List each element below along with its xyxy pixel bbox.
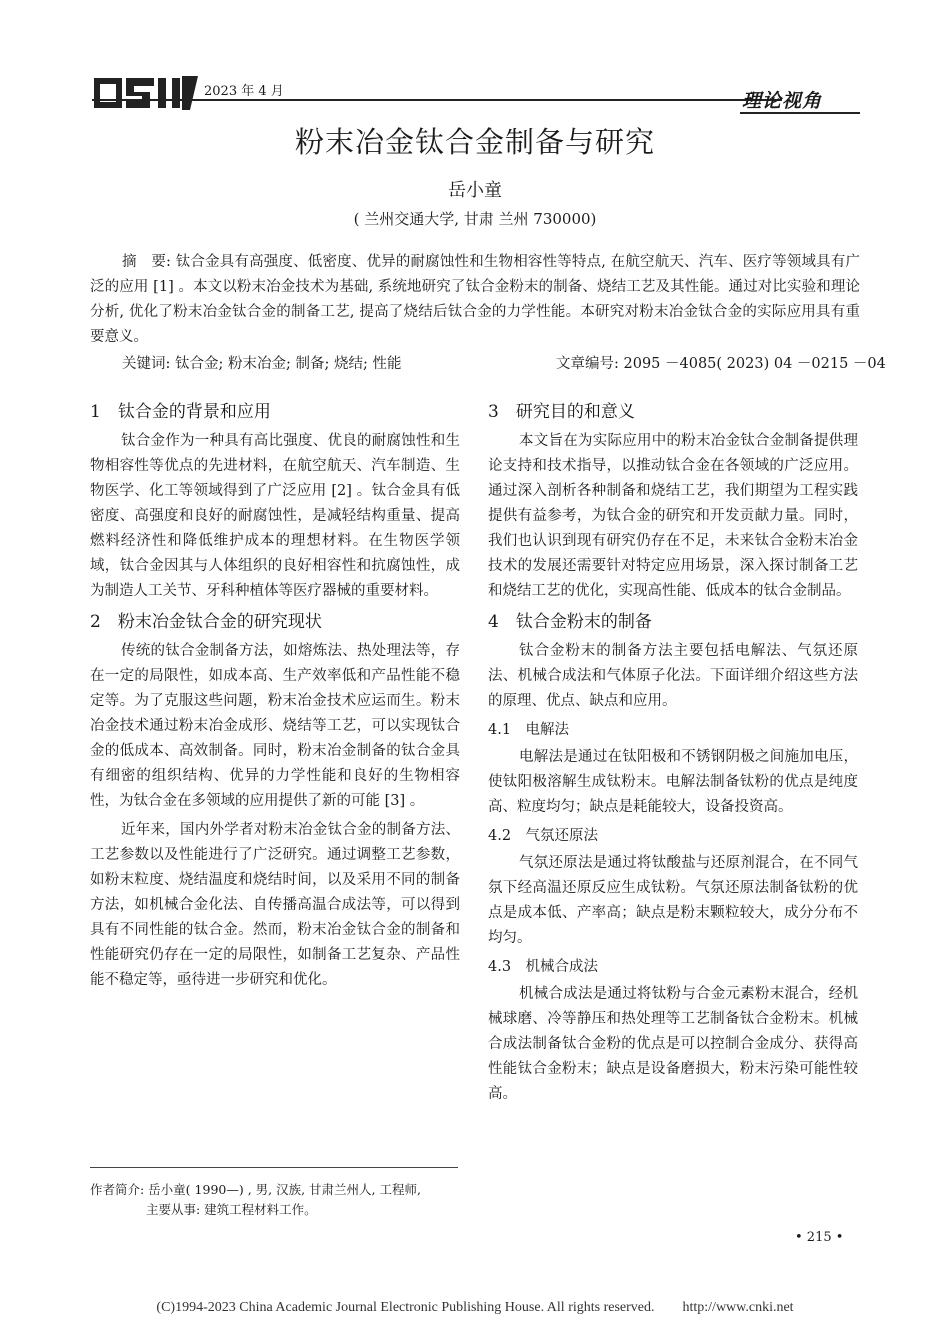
- section-4-3-paragraph: 机械合成法是通过将钛粉与合金元素粉末混合，经机械球磨、冷等静压和热处理等工艺制备钛合金粉末。机械合成法制备钛合金粉的优点是可以控制合金成分、获得高性能钛合金粉末；缺点是设备磨损大，粉末污染可能性较高。: [488, 986, 858, 1102]
- footnote-rule: [90, 1167, 458, 1168]
- footnote-line-1: 作者简介: 岳小童( 1990—) , 男, 汉族, 甘肃兰州人, 工程师,: [90, 1182, 421, 1197]
- section-1-paragraph: 钛合金作为一种具有高比强度、优良的耐腐蚀性和生物相容性等优点的先进材料，在航空航天、汽车制造、生物医学、化工等领域得到了广泛应用 [2] 。钛合金具有低密度、高强度和良好的耐腐蚀性，是减轻结构重量、提高燃料经济性和降低维护成本的理想材料。在生物医学领域，钛合金因其与人体组织的良好相容性和抗腐蚀性，成为制造人工关节、牙科种植体等医疗器械的重要材料。: [90, 433, 460, 599]
- section-4-1-heading: 4.1 电解法: [488, 722, 570, 738]
- author: 岳小童: [448, 180, 502, 201]
- issue-date: 2023 年 4 月: [204, 84, 284, 99]
- section-1-heading: 1 钛合金的背景和应用: [90, 402, 271, 422]
- section-tag: 理论视角: [742, 90, 823, 112]
- section-3-heading: 3 研究目的和意义: [488, 402, 635, 422]
- section-3-paragraph: 本文旨在为实际应用中的粉末冶金钛合金制备提供理论支持和技术指导，以推动钛合金在各领域的广泛应用。通过深入剖析各种制备和烧结工艺，我们期望为工程实践提供有益参考，为钛合金的研究和开发贡献力量。同时，我们也认识到现有研究仍存在不足，未来钛合金粉末冶金技术的发展还需要针对特定应用场景，深入探讨制备工艺和烧结工艺的优化，实现高性能、低成本的钛合金制品。: [488, 433, 858, 599]
- copyright-notice: (C)1994-2023 China Academic Journal Electronic Publishing House. All rights reserved. http://www.cnki.net: [156, 1300, 794, 1315]
- article-number: 文章编号: 2095 －4085( 2023) 04 －0215 －04: [556, 356, 886, 372]
- section-4-2-paragraph: 气氛还原法是通过将钛酸盐与还原剂混合，在不同气氛下经高温还原反应生成钛粉。气氛还原法制备钛粉的优点是成本低、产率高；缺点是粉末颗粒较大，成分分布不均匀。: [488, 855, 858, 946]
- header-rule: [92, 99, 782, 101]
- left-column: [90, 394, 460, 997]
- affiliation: ( 兰州交通大学, 甘肃 兰州 730000): [353, 210, 597, 228]
- section-4-paragraph: 钛合金粉末的制备方法主要包括电解法、气氛还原法、机械合成法和气体原子化法。下面详细介绍这些方法的原理、优点、缺点和应用。: [488, 643, 858, 709]
- section-4-2-heading: 4.2 气氛还原法: [488, 828, 599, 844]
- section-tag-underline: [740, 112, 860, 114]
- section-4-3-heading: 4.3 机械合成法: [488, 959, 599, 975]
- section-2-heading: 2 粉末冶金钛合金的研究现状: [90, 612, 322, 632]
- journal-logo: [92, 72, 200, 112]
- page-number: • 215 •: [795, 1230, 844, 1245]
- keywords: 关键词: 钛合金; 粉末冶金; 制备; 烧结; 性能: [122, 356, 402, 372]
- author-footnote: [90, 1180, 470, 1220]
- abstract: 摘 要: 钛合金具有高强度、低密度、优异的耐腐蚀性和生物相容性等特点, 在航空航天、汽车、医疗等领域具有广泛的应用 [1] 。本文以粉末冶金技术为基础, 系统地研究了钛合金粉末的制备、烧结工艺及其性能。通过对比实验和理论分析, 优化了粉末冶金钛合金的制备工艺, 提高了烧结后钛合金的力学性能。本研究对粉末冶金钛合金的实际应用具有重要意义。: [90, 254, 860, 345]
- section-4-heading: 4 钛合金粉末的制备: [488, 612, 652, 632]
- paper-title: 粉末冶金钛合金制备与研究: [294, 125, 655, 159]
- section-4-1-paragraph: 电解法是通过在钛阳极和不锈钢阴极之间施加电压，使钛阳极溶解生成钛粉末。电解法制备钛粉的优点是纯度高、粒度均匀；缺点是耗能较大，设备投资高。: [488, 749, 858, 815]
- section-2-paragraph-2: 近年来，国内外学者对粉末冶金钛合金的制备方法、工艺参数以及性能进行了广泛研究。通过调整工艺参数，如粉末粒度、烧结温度和烧结时间，以及采用不同的制备方法，如机械合金化法、自传播高温合成法等，可以得到具有不同性能的钛合金。然而，粉末冶金钛合金的制备和性能研究仍存在一定的局限性，如制备工艺复杂、产品性能不稳定等，亟待进一步研究和优化。: [90, 822, 460, 988]
- footnote-line-2: 主要从事: 建筑工程材料工作。: [146, 1202, 317, 1217]
- section-2-paragraph-1: 传统的钛合金制备方法，如熔炼法、热处理法等，存在一定的局限性，如成本高、生产效率低和产品性能不稳定等。为了克服这些问题，粉末冶金技术应运而生。粉末冶金技术通过粉末冶金成形、烧结等工艺，可以实现钛合金的低成本、高效制备。同时，粉末冶金制备的钛合金具有细密的组织结构、优异的力学性能和良好的生物相容性，为钛合金在多领域的应用提供了新的可能 [3] 。: [90, 643, 460, 809]
- right-column: [488, 394, 858, 1111]
